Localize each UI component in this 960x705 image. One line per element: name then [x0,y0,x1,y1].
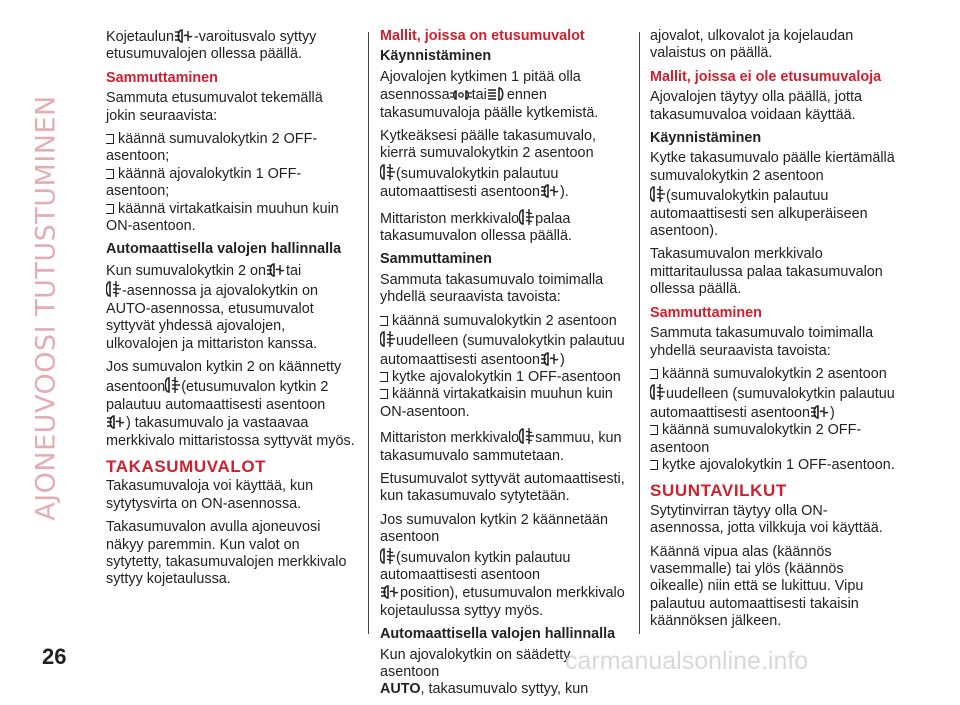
list-item: käännä ajovalokytkin 1 OFF-asentoon; [106,165,302,200]
bullet-icon [380,316,388,326]
paragraph: Takasumuvalon merkkivalo mittaritaulussa palaa takasumuvalon ollessa päällä. [650,246,883,298]
paragraph: Kytke takasumuvalo päälle kiertämällä sumuvalokytkin 2 asentoon (sumuvalokytkin palautuu automaattisesti sen alkuperäiseen asentoon). [650,150,895,240]
bullet-icon [650,460,658,470]
column-1 [106,28,356,595]
page-number: 26 [42,644,67,669]
paragraph: Takasumuvalon avulla ajoneuvosi näkyy paremmin. Kun valot on sytytetty, takasumuvalojen merkkivalo syttyy kojetaulussa. [106,519,347,588]
paragraph: Kojetaulun -varoitusvalo syttyy etusumuvalojen ollessa päällä. [106,29,317,63]
paragraph: Etusumuvalot syttyvät automaattisesti, kun takasumuvalo sytytetään. [380,470,625,505]
rear-fog-icon [380,547,396,565]
heading-switch-on: Käynnistäminen [380,48,492,65]
bullet-icon [106,204,114,214]
list-item: käännä sumuvalokytkin 2 asentoon uudelleen (sumuvalokytkin palautuu automaattisesti asentoon ) [650,365,895,421]
heading-models-without-front-fog: Mallit, joissa ei ole etusumuvaloja [650,68,882,85]
list-item: kytke ajovalokytkin 1 OFF-asentoon. [650,457,900,474]
paragraph: Kun ajovalokytkin on säädetty asentoon AUTO, takasumuvalo syttyy, kun [380,646,589,698]
bullet-icon [650,425,658,435]
paragraph: Jos sumuvalon kytkin 2 on käännetty asentoon (etusumuvalon kytkin 2 palautuu automaattisesti asentoon ) takasumuvalo ja vastaavaa merkkivalo mittaristossa syttyvät myös. [106,358,355,449]
column-3 [650,28,900,637]
section-title-rear-fog: TAKASUMUVALOT [106,456,267,476]
list-item: käännä sumuvalokytkin 2 asentoon uudelleen (sumuvalokytkin palautuu automaattisesti asentoon ) [380,312,625,368]
heading-models-with-front-fog: Mallit, joissa on etusumuvalot [380,28,585,44]
paragraph: Kun sumuvalokytkin 2 on tai -asennossa ja ajovalokytkin on AUTO-asennossa, etusumuvalot syttyvät yhdessä ajovalojen, ulkovalojen ja mittariston kanssa. [106,262,318,352]
column-2 [380,28,630,705]
low-beam-icon [487,86,507,102]
rear-fog-icon [165,376,181,394]
list-item: käännä virtakatkaisin muuhun kuin ON-asentoon. [380,386,613,420]
paragraph: Sytytinvirran täytyy olla ON-asennossa, jotta vilkkuja voi käyttää. [650,502,883,537]
front-fog-icon [266,262,286,278]
rear-fog-icon [519,427,535,445]
front-fog-icon [380,584,400,600]
paragraph: Jos sumuvalon kytkin 2 käännetään asentoon (sumuvalon kytkin palautuu automaattisesti asentoon position), etusumuvalon merkkivalo kojetaulussa syttyy myös. [380,511,625,619]
footer-watermark: carmanualsonline.info [565,647,809,675]
front-fog-icon [540,351,560,367]
rear-fog-icon [106,280,122,298]
chapter-title-text: AJONEUVOOSI TUTUSTUMINEN [30,95,62,521]
bullet-icon [380,372,388,382]
paragraph: Käännä vipua alas (käännös vasemmalle) tai ylös (käännös oikealle) niin että se lukittuu. Vipu palautuu automaattisesti takaisin käännöksen jälkeen. [650,543,864,630]
paragraph: Ajovalojen kytkimen 1 pitää olla asennossa tai ennen takasumuvaloja päälle kytkemistä. [380,68,599,121]
list-item: käännä sumuvalokytkin 2 OFF-asentoon [650,422,862,456]
rear-fog-icon [650,185,666,203]
paragraph: Sammuta takasumuvalo toimimalla yhdellä seuraavista tavoista: [650,325,874,359]
bullet-icon [380,389,388,399]
rear-fog-icon [380,330,396,348]
parking-light-icon [450,88,472,102]
rear-fog-icon [650,383,666,401]
bullet-icon [650,369,658,379]
front-fog-icon [174,28,194,44]
paragraph: Mittariston merkkivalo sammuu, kun takasumuvalo sammutetaan. [380,427,630,465]
list-item: käännä sumuvalokytkin 2 OFF-asentoon; [106,131,318,165]
heading-switch-off: Sammuttaminen [380,251,492,268]
paragraph: Sammuta etusumuvalot tekemällä jokin seuraavista: [106,90,323,124]
front-fog-icon [106,414,126,430]
front-fog-icon [540,183,560,199]
heading-switch-on: Käynnistäminen [650,130,762,147]
side-chapter-title [28,18,64,598]
paragraph: ajovalot, ulkovalot ja kojelaudan valaistus on päällä. [650,28,854,62]
section-title-turn-signals: SUUNTAVILKUT [650,481,787,501]
paragraph: Kytkeäksesi päälle takasumuvalo, kierrä sumuvalokytkin 2 asentoon (sumuvalokytkin palautuu automaattisesti asentoon ). [380,128,596,201]
heading-switch-off: Sammuttaminen [106,69,218,86]
paragraph: Ajovalojen täytyy olla päällä, jotta takasumuvaloa voidaan käyttää. [650,89,862,123]
bullet-icon [106,134,114,144]
rear-fog-icon [380,163,396,181]
heading-switch-off: Sammuttaminen [650,304,762,321]
paragraph: Mittariston merkkivalo palaa takasumuvalon ollessa päällä. [380,208,630,246]
paragraph: Sammuta takasumuvalo toimimalla yhdellä seuraavista tavoista: [380,271,604,306]
paragraph: Takasumuvaloja voi käyttää, kun sytytysvirta on ON-asennossa. [106,478,314,512]
column-divider-1 [368,32,369,634]
heading-auto-control: Automaattisella valojen hallinnalla [106,241,342,258]
rear-fog-icon [519,208,535,226]
front-fog-icon [810,404,830,420]
list-item: käännä virtakatkaisin muuhun kuin ON-asentoon. [106,200,339,235]
list-item: kytke ajovalokytkin 1 OFF-asentoon [380,369,630,386]
bullet-icon [106,169,114,179]
column-divider-2 [639,32,640,634]
heading-auto-control: Automaattisella valojen hallinnalla [380,626,616,643]
